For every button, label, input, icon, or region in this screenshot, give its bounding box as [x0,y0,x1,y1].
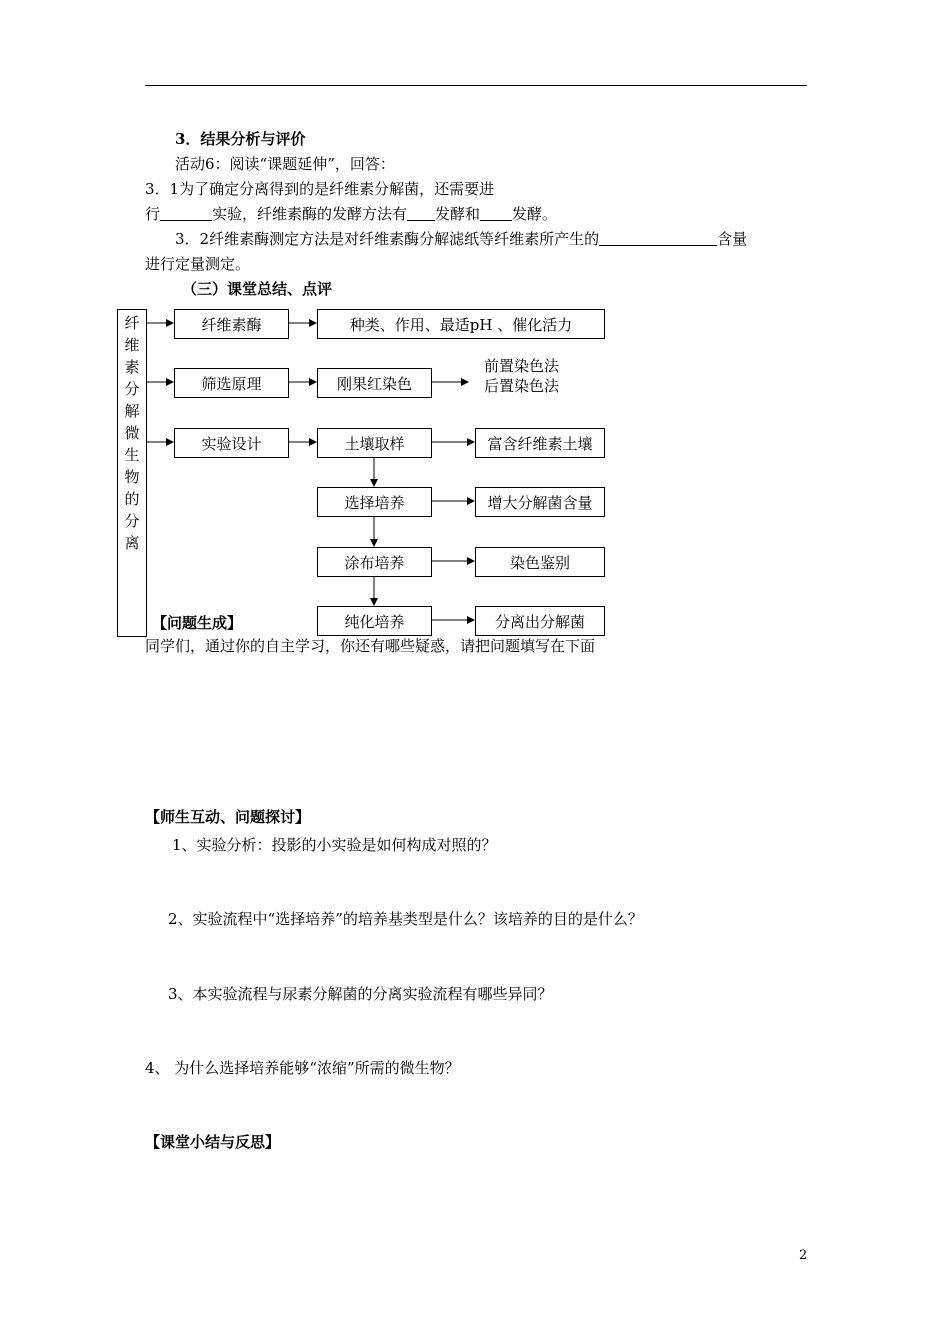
node-isolate-bacteria: 分离出分解菌 [475,606,605,636]
node-stain-identification: 染色鉴别 [475,547,605,577]
node-increase-bacteria: 增大分解菌含量 [475,487,605,517]
vertical-title-box [117,309,147,637]
question-3-2-line2: 进行定量测定。 [145,255,251,273]
activity-line: 活动6：阅读“课题延伸”，回答： [175,155,395,173]
question-3: 3、本实验流程与尿素分解菌的分离实验流程有哪些异同？ [168,985,553,1003]
node-soil-sampling: 土壤取样 [317,428,432,458]
node-purification-culture: 纯化培养 [317,606,432,636]
node-cellulase-properties: 种类、作用、最适pH 、催化活力 [317,309,605,339]
node-cellulose-rich-soil: 富含纤维素土壤 [475,428,605,458]
question-1: 1、实验分析：投影的小实验是如何构成对照的？ [172,836,497,854]
node-post-staining: 后置染色法 [484,377,560,395]
node-selective-culture: 选择培养 [317,487,432,517]
node-congo-red-staining: 刚果红染色 [317,368,432,398]
question-4: 4、 为什么选择培养能够“浓缩”所需的微生物？ [145,1059,460,1077]
node-cellulase: 纤维素酶 [174,309,289,339]
reflection-heading: 【课堂小结与反思】 [145,1133,281,1151]
question-3-1-line1: 3．1为了确定分离得到的是纤维素分解菌，还需要进 [145,180,495,198]
page-number: 2 [799,1248,808,1263]
node-spread-culture: 涂布培养 [317,547,432,577]
interaction-heading: 【师生互动、问题探讨】 [145,808,311,826]
question-3-1-line2: 行 实验，纤维素酶的发酵方法有 发酵和 发酵。 [145,205,558,223]
summary-heading: （三）课堂总结、点评 [182,280,333,298]
question-2: 2、实验流程中“选择培养”的培养基类型是什么？该培养的目的是什么？ [168,910,643,928]
vertical-title-text: 纤 维 素 分 解 微 生 物 的 分 离 [124,314,140,552]
node-screening-principle: 筛选原理 [174,368,289,398]
problem-heading: 【问题生成】 [152,614,243,632]
node-pre-staining: 前置染色法 [484,357,560,375]
problem-text: 同学们，通过你的自主学习，你还有哪些疑惑，请把问题填写在下面 [145,637,596,655]
node-experiment-design: 实验设计 [174,428,289,458]
question-3-2-line1: 3．2纤维素酶测定方法是对纤维素酶分解滤纸等纤维素所产生的 含量 [175,230,748,248]
section-heading: 3．结果分析与评价 [175,130,306,148]
